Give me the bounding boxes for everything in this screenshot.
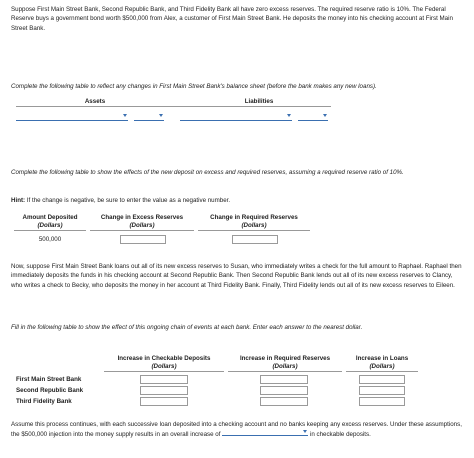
chevron-down-icon	[123, 114, 127, 117]
chevron-down-icon	[323, 114, 327, 117]
q3-required-reserves-label: Increase in Required Reserves	[239, 355, 331, 362]
loans-unit: (Dollars)	[346, 363, 418, 372]
conclusion-text-before: Assume this process continues, with each successive loan deposited into a checking account and no banks keeping any excess reserves. Under these assumptions, the $500,000 injection into the money supply results in an overall increase of	[11, 421, 462, 439]
liabilities-account-select[interactable]	[180, 113, 292, 121]
excess-reserves-input[interactable]	[120, 235, 166, 244]
liabilities-amount-select[interactable]	[298, 113, 328, 121]
first-bank-deposits-input[interactable]	[140, 375, 188, 384]
second-bank-loans-input[interactable]	[359, 386, 405, 395]
chevron-down-icon	[287, 114, 291, 117]
third-bank-deposits-input[interactable]	[140, 397, 188, 406]
assets-account-select[interactable]	[16, 113, 128, 121]
row-second-republic: Second Republic Bank	[16, 387, 84, 394]
amount-deposited-label: Amount Deposited	[22, 214, 78, 221]
balance-sheet-rule	[16, 106, 331, 107]
hint-text: If the change is negative, be sure to enter the value as a negative number.	[25, 197, 231, 204]
assets-header: Assets	[84, 98, 106, 105]
q3-required-reserves-unit: (Dollars)	[228, 363, 342, 372]
first-bank-reserves-input[interactable]	[260, 375, 308, 384]
liabilities-header: Liabilities	[244, 98, 274, 105]
q3-required-reserves-header	[228, 355, 342, 372]
first-bank-loans-input[interactable]	[359, 375, 405, 384]
conclusion-text-after: in checkable deposits.	[309, 431, 371, 439]
intro-paragraph: Suppose First Main Street Bank, Second Republic Bank, and Third Fidelity Bank all have zero excess reserves. The required reserve ratio is 10%. The Federal Reserve buys a government bond worth $500,000 from Alex, a customer of First Main Street Bank. He deposits the money into his checking account at First Main Street Bank.	[11, 6, 453, 32]
conclusion-paragraph	[11, 420, 465, 440]
hint	[11, 196, 465, 205]
checkable-deposits-label: Increase in Checkable Deposits	[117, 355, 211, 362]
loans-header	[346, 355, 418, 372]
q1-instruction: Complete the following table to reflect any changes in First Main Street Bank's balance sheet (before the bank makes any new loans).	[11, 83, 377, 90]
amount-deposited-header	[14, 214, 86, 231]
second-bank-deposits-input[interactable]	[140, 386, 188, 395]
hint-label: Hint:	[11, 197, 26, 204]
checkable-deposits-unit: (Dollars)	[104, 363, 224, 372]
total-increase-select[interactable]	[222, 429, 308, 436]
third-bank-reserves-input[interactable]	[260, 397, 308, 406]
second-bank-reserves-input[interactable]	[260, 386, 308, 395]
q2-instruction: Complete the following table to show the effects of the new deposit on excess and required reserves, assuming a required reserve ratio of 10%.	[11, 169, 404, 176]
loans-label: Increase in Loans	[355, 355, 409, 362]
q3-instruction: Fill in the following table to show the effect of this ongoing chain of events at each bank. Enter each answer to the nearest dollar.	[11, 324, 363, 331]
required-reserves-unit: (Dollars)	[198, 222, 310, 231]
required-reserves-input[interactable]	[232, 235, 278, 244]
loan-chain-paragraph: Now, suppose First Main Street Bank loans out all of its new excess reserves to Susan, who immediately writes a check for the full amount to Raphael. Raphael then immediately deposits the funds in his checking account at Second Republic Bank. Then Second Republic Bank lends out all of its new excess reserves to Clancy, who writes a check to Becky, who deposits the money in her account at Third Fidelity Bank. Finally, Third Fidelity lends out all of its new excess reserves to Eileen.	[11, 263, 462, 289]
row-first-main-street: First Main Street Bank	[16, 376, 82, 383]
required-reserves-header	[198, 214, 310, 231]
deposit-value: 500,000	[38, 236, 62, 243]
required-reserves-label: Change in Required Reserves	[210, 214, 298, 221]
chevron-down-icon	[303, 430, 307, 433]
excess-reserves-label: Change in Excess Reserves	[100, 214, 184, 221]
row-third-fidelity: Third Fidelity Bank	[16, 398, 72, 405]
excess-reserves-unit: (Dollars)	[90, 222, 194, 231]
third-bank-loans-input[interactable]	[359, 397, 405, 406]
amount-deposited-unit: (Dollars)	[14, 222, 86, 231]
excess-reserves-header	[90, 214, 194, 231]
assets-amount-select[interactable]	[134, 113, 164, 121]
checkable-deposits-header	[104, 355, 224, 372]
chevron-down-icon	[159, 114, 163, 117]
